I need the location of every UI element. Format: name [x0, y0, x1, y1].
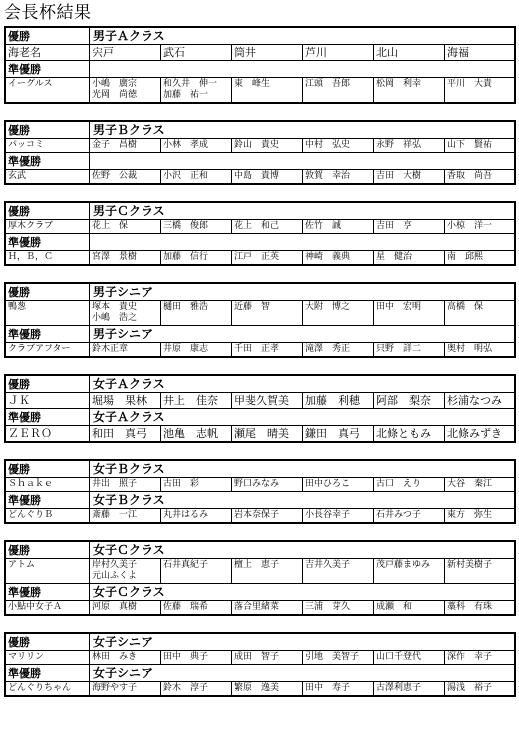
result-block — [4, 120, 516, 185]
player-cell: 野口みなみ — [232, 478, 303, 491]
player-cell: 甲斐久賀美 — [232, 393, 303, 408]
class-label — [90, 61, 518, 77]
player-cell: 田中 典子 — [161, 651, 232, 664]
player-cell: 鎌田 真弓 — [303, 426, 374, 441]
team-name: ＪＫ — [6, 393, 90, 408]
rank-label: 準優勝 — [6, 61, 90, 77]
player-cell: 堀場 果林 — [90, 393, 161, 408]
rank-label: 準優勝 — [6, 492, 90, 508]
rank-label: 準優勝 — [6, 665, 90, 681]
player-cell: 吉田 大樹 — [374, 170, 445, 183]
rank-label: 優勝 — [6, 28, 90, 44]
rank-label: 準優勝 — [6, 584, 90, 600]
player-cell: 只野 詳二 — [374, 343, 445, 356]
player-cell: 吉田 亨 — [374, 220, 445, 233]
player-cell: 古澤利恵子 — [374, 682, 445, 695]
player-cell: 深作 幸子 — [447, 652, 493, 662]
player-cell: 河原 真樹 — [90, 601, 161, 614]
player-cell: 東方 弥生 — [447, 510, 493, 520]
team-name: どんぐりＢ — [6, 509, 90, 522]
section-header — [6, 665, 514, 682]
player-cell: 井上 佳奈 — [161, 393, 232, 408]
player-cell: 小椋 洋一 — [447, 221, 493, 231]
team-name: マリリン — [6, 651, 90, 664]
player-cell: 引地 美智子 — [303, 651, 374, 664]
class-label — [90, 234, 518, 250]
player-cell: 落合里緒菜 — [232, 601, 303, 614]
player-cell: 中村 弘史 — [303, 139, 374, 152]
team-name: アトム — [6, 559, 90, 583]
team-name: パッコミ — [6, 139, 90, 152]
player-cell: 田中 宏明 — [374, 301, 445, 325]
rank-label: 優勝 — [6, 376, 90, 392]
player-cell: 滝澤 秀正 — [303, 343, 374, 356]
player-cell — [90, 78, 161, 102]
result-block — [4, 201, 516, 266]
player-cell: 新村美樹子 — [447, 560, 493, 570]
team-row — [6, 393, 514, 409]
player-cell: 小林 孝成 — [161, 139, 232, 152]
rank-label: 準優勝 — [6, 153, 90, 169]
class-label: 女子Ａクラス — [93, 410, 165, 424]
player-cell: 田中ひろこ — [303, 478, 374, 491]
player-cell: 花上 和己 — [232, 220, 303, 233]
player-cell: 芦川 — [303, 45, 374, 60]
section-header — [6, 542, 514, 559]
player-cell: 古口 えり — [374, 478, 445, 491]
section-header — [6, 492, 514, 509]
section-header — [6, 234, 514, 251]
team-row — [6, 559, 514, 584]
player-cell: 檀上 恵子 — [232, 559, 303, 583]
player-cell: 千田 正孝 — [232, 343, 303, 356]
player-cell: 湯浅 裕子 — [447, 683, 493, 693]
player-cell: 永野 祥弘 — [374, 139, 445, 152]
team-row — [6, 509, 514, 522]
player-cell: 武石 — [161, 45, 232, 60]
section-header — [6, 326, 514, 343]
player-cell: 三橋 俊郎 — [161, 220, 232, 233]
player-cell: 加藤 信行 — [161, 251, 232, 264]
player-name: 小嶋 廣宗 — [92, 79, 138, 89]
result-block — [4, 374, 516, 443]
player-cell: 北條ともみ — [374, 426, 445, 441]
player-cell: 池亀 志帆 — [161, 426, 232, 441]
team-name: 厚木クラブ — [6, 220, 90, 233]
player-cell: 敦賀 幸治 — [303, 170, 374, 183]
team-name: どんぐりちゃん — [6, 682, 90, 695]
player-name: 岸村久美子 — [92, 560, 138, 570]
team-row — [6, 478, 514, 492]
player-cell: 丸井はるみ — [161, 509, 232, 522]
player-cell: 佐藤 瑞希 — [161, 601, 232, 614]
player-cell: 杉浦なつみ — [447, 394, 502, 407]
team-name: イーグルス — [6, 78, 90, 102]
section-header — [6, 376, 514, 393]
team-name: 小鮎中女子Ａ — [6, 601, 90, 614]
player-cell: 南 邱熙 — [447, 252, 484, 262]
player-cell: 鈴山 貴史 — [232, 139, 303, 152]
player-cell: 鈴木正章 — [90, 343, 161, 356]
player-cell — [161, 78, 232, 102]
player-cell: 佐野 公裁 — [90, 170, 161, 183]
player-cell: 花上 保 — [90, 220, 161, 233]
player-cell: 吉井久美子 — [303, 559, 374, 583]
player-cell: 大附 博之 — [303, 301, 374, 325]
team-name: Ｈ，Ｂ，Ｃ — [6, 251, 90, 264]
player-cell: 井原 康志 — [161, 343, 232, 356]
section-header — [6, 203, 514, 220]
team-row — [6, 78, 514, 102]
team-name: 海老名 — [6, 45, 90, 60]
player-cell: 中島 貴博 — [232, 170, 303, 183]
player-cell: 阿部 梨奈 — [374, 393, 445, 408]
team-row — [6, 220, 514, 234]
team-row — [6, 426, 514, 441]
team-row — [6, 170, 514, 183]
player-cell: 海野やす子 — [90, 682, 161, 695]
player-cell: 小沢 正和 — [161, 170, 232, 183]
section-header — [6, 61, 514, 78]
player-name: 小嶋 浩之 — [92, 313, 138, 323]
player-cell: 宍戸 — [90, 45, 161, 60]
player-cell: 樋田 雅浩 — [161, 301, 232, 325]
class-label: 男子Ｃクラス — [93, 204, 165, 218]
rank-label: 準優勝 — [6, 326, 90, 342]
player-cell: 江戸 正英 — [232, 251, 303, 264]
player-name: 光岡 尚徳 — [92, 90, 138, 100]
player-cell: 金子 昌樹 — [90, 139, 161, 152]
class-label: 男子シニア — [93, 285, 154, 299]
team-row — [6, 651, 514, 665]
player-cell: 北條みずき — [447, 427, 502, 440]
player-cell — [90, 559, 161, 583]
team-row — [6, 301, 514, 326]
player-name: 元山ふくよ — [92, 571, 138, 581]
page-title: 会長杯結果 — [4, 3, 92, 23]
player-name: 加藤 祐一 — [163, 90, 209, 100]
section-header — [6, 634, 514, 651]
player-cell: 林田 みき — [90, 651, 161, 664]
player-cell: 茂戸藤まゆみ — [374, 559, 445, 583]
class-label — [90, 153, 518, 169]
team-name: ＺＥＲＯ — [6, 426, 90, 441]
rank-label: 優勝 — [6, 542, 90, 558]
player-cell: 山下 賢祐 — [447, 140, 493, 150]
player-cell: 筒井 — [232, 45, 303, 60]
team-row — [6, 45, 514, 61]
class-label: 女子Ａクラス — [93, 377, 165, 391]
rank-label: 優勝 — [6, 284, 90, 300]
section-header — [6, 122, 514, 139]
class-label: 女子シニア — [93, 635, 154, 649]
player-cell: 繁原 逸美 — [232, 682, 303, 695]
team-name: Ｓｈａｋｅ — [6, 478, 90, 491]
player-cell: 石井みつ子 — [374, 509, 445, 522]
section-header — [6, 584, 514, 601]
player-cell: 加藤 利穂 — [303, 393, 374, 408]
result-block — [4, 459, 516, 524]
player-cell: 近藤 智 — [232, 301, 303, 325]
class-label: 女子Ｃクラス — [93, 543, 165, 557]
player-cell: 星 健治 — [374, 251, 445, 264]
player-name: 和久井 伸一 — [163, 79, 218, 89]
player-cell: 瀬尾 晴美 — [232, 426, 303, 441]
player-cell: 成田 智子 — [232, 651, 303, 664]
class-label: 女子Ｂクラス — [93, 462, 165, 476]
team-row — [6, 601, 514, 614]
player-cell: 佐竹 誠 — [303, 220, 374, 233]
rank-label: 優勝 — [6, 634, 90, 650]
player-cell: 田中 寿子 — [303, 682, 374, 695]
player-cell: 藁科 有珠 — [447, 602, 493, 612]
player-cell: 古田 彩 — [161, 478, 232, 491]
team-row — [6, 251, 514, 264]
player-cell: 松岡 利幸 — [374, 78, 445, 102]
section-header — [6, 28, 514, 45]
player-cell: 東 峰生 — [232, 78, 303, 102]
rank-label: 優勝 — [6, 203, 90, 219]
class-label: 男子シニア — [93, 327, 154, 341]
player-cell: 井出 照子 — [90, 478, 161, 491]
player-cell: 香取 尚吾 — [447, 171, 493, 181]
rank-label: 優勝 — [6, 122, 90, 138]
player-cell: 江頭 吾郎 — [303, 78, 374, 102]
class-label: 女子シニア — [93, 666, 154, 680]
player-cell: 山口千登代 — [374, 651, 445, 664]
player-cell — [90, 301, 161, 325]
rank-label: 優勝 — [6, 461, 90, 477]
player-cell: 成瀬 和 — [374, 601, 445, 614]
rank-label: 準優勝 — [6, 409, 90, 425]
result-block — [4, 632, 516, 697]
player-cell: 高橋 保 — [447, 302, 484, 312]
class-label: 男子Ａクラス — [93, 29, 165, 43]
class-label: 女子Ｂクラス — [93, 493, 165, 507]
player-cell: 和田 真弓 — [90, 426, 161, 441]
player-cell: 海福 — [447, 46, 469, 59]
team-row — [6, 343, 514, 356]
player-cell: 奥村 明弘 — [447, 344, 493, 354]
class-label: 男子Ｂクラス — [93, 123, 165, 137]
player-cell: 小長谷幸子 — [303, 509, 374, 522]
team-name: 玄武 — [6, 170, 90, 183]
section-header — [6, 409, 514, 426]
class-label: 女子Ｃクラス — [93, 585, 165, 599]
player-cell: 岩本奈保子 — [232, 509, 303, 522]
team-name: 鴨葱 — [6, 301, 90, 325]
section-header — [6, 461, 514, 478]
player-cell: 平川 大貴 — [447, 79, 493, 89]
player-cell: 大谷 秦江 — [447, 479, 493, 489]
player-name: 塚本 貴史 — [92, 302, 138, 312]
player-cell: 宮澤 景樹 — [90, 251, 161, 264]
results-list — [4, 26, 516, 713]
player-cell: 三浦 芽久 — [303, 601, 374, 614]
team-row — [6, 682, 514, 695]
result-block — [4, 540, 516, 616]
player-cell: 鈴木 淳子 — [161, 682, 232, 695]
section-header — [6, 153, 514, 170]
player-cell: 斎藤 一江 — [90, 509, 161, 522]
section-header — [6, 284, 514, 301]
player-cell: 神崎 義典 — [303, 251, 374, 264]
result-block — [4, 26, 516, 104]
rank-label: 準優勝 — [6, 234, 90, 250]
team-name: クラブアフター — [6, 343, 90, 356]
team-row — [6, 139, 514, 153]
player-cell: 北山 — [374, 45, 445, 60]
player-cell: 石井真紀子 — [161, 559, 232, 583]
result-block — [4, 282, 516, 358]
